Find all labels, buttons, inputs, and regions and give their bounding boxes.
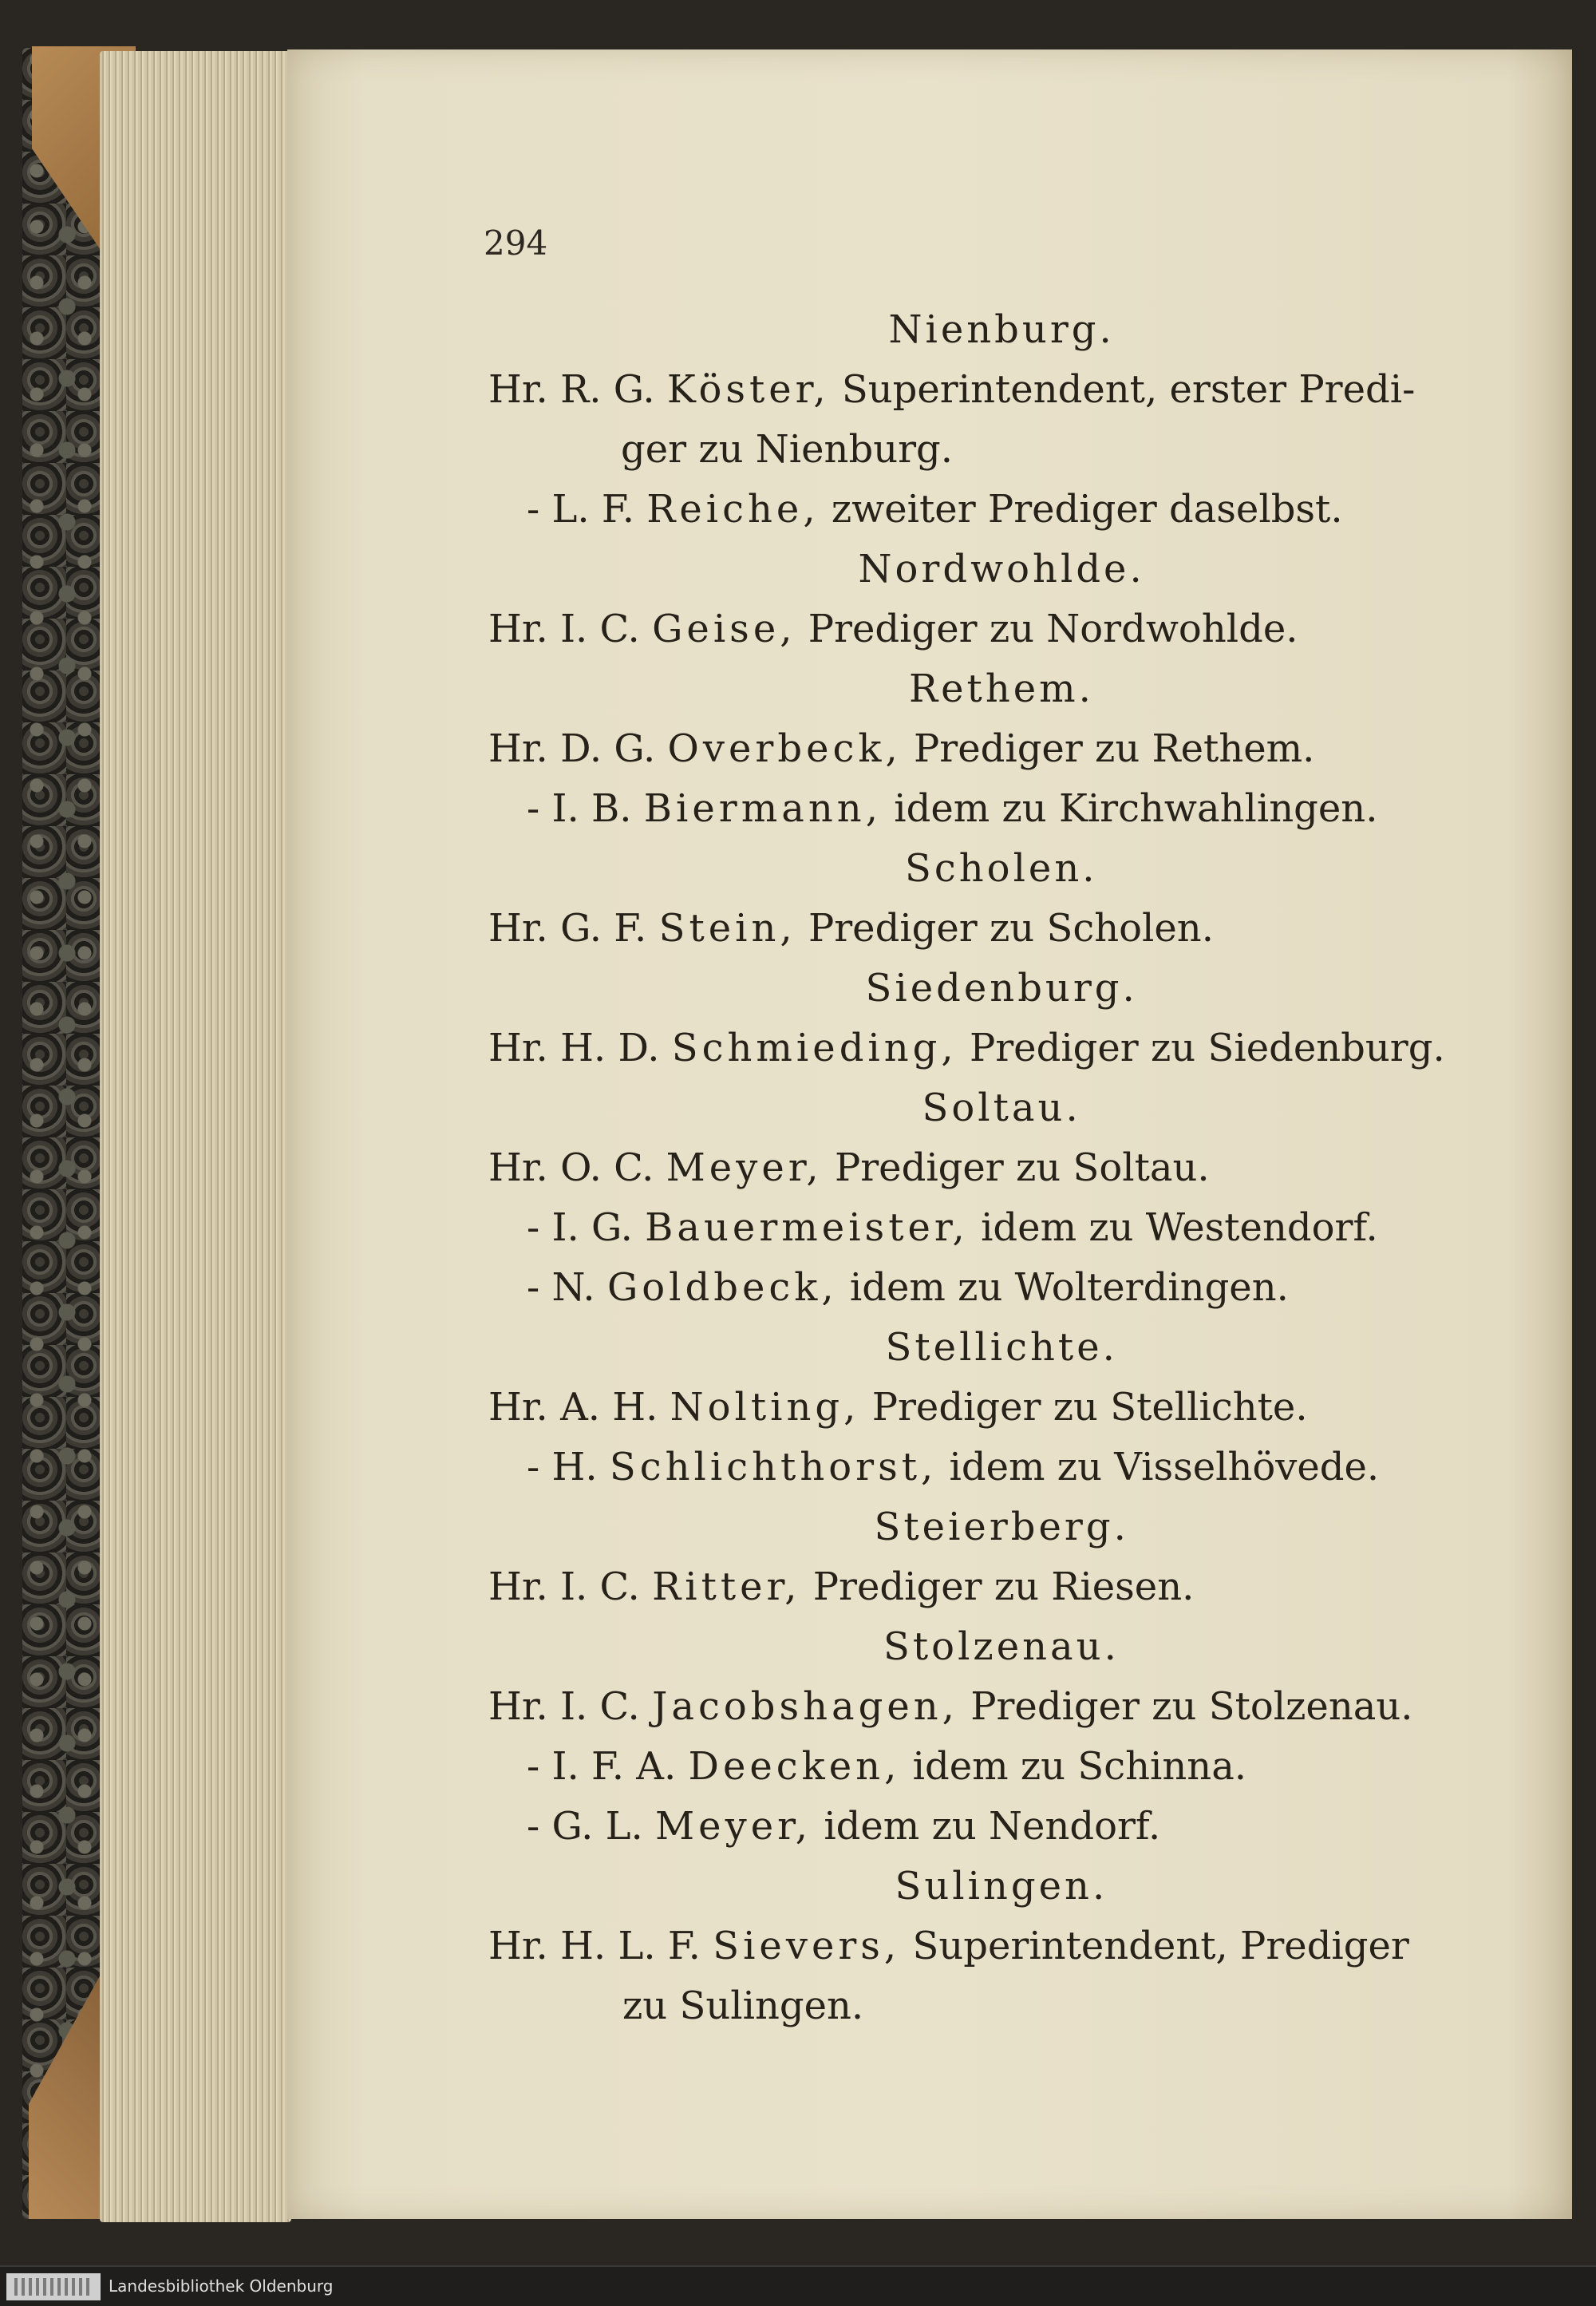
clergy-entry [488,1145,1210,1190]
clergy-entry [527,1744,1246,1789]
entry-office: Superintendent, erster Predi- [841,367,1416,412]
clergy-entry [488,906,1214,951]
entry-prefix: Hr. [488,1385,548,1430]
entry-initials: H. L. F. [560,1924,701,1968]
entry-prefix: Hr. [488,726,548,771]
entry-office: Prediger zu Soltau. [834,1145,1210,1190]
entry-office: Superintendent, Prediger [912,1924,1409,1968]
entry-initials: G. F. [560,906,647,951]
place-heading: Soltau. [922,1086,1081,1130]
clergy-entry [488,1026,1445,1070]
entry-surname: Reiche, [646,487,820,532]
clergy-entry [527,1445,1379,1489]
entry-prefix: Hr. [488,1145,548,1190]
place-heading: Siedenburg. [865,966,1138,1011]
entry-surname: Meyer, [655,1804,812,1849]
place-heading: Scholen. [905,846,1098,891]
clergy-entry [488,1924,1409,1968]
entry-initials: I. B. [551,786,632,831]
entry-surname: Nolting, [670,1385,860,1430]
entry-office: Prediger zu Siedenburg. [969,1026,1445,1070]
entry-prefix: - [527,786,540,831]
entry-surname: Overbeck, [667,726,902,771]
clergy-entry [527,1804,1160,1849]
library-logo [6,2273,101,2300]
entry-prefix: Hr. [488,607,548,651]
entry-prefix: - [527,1804,540,1849]
entry-prefix: Hr. [488,1026,548,1070]
entry-initials: G. L. [551,1804,643,1849]
entry-office: Prediger zu Nordwohlde. [808,607,1298,651]
library-name: Landesbibliothek Oldenburg [109,2276,334,2296]
clergy-entry [527,1205,1378,1250]
entry-prefix: Hr. [488,367,548,412]
entry-surname: Geise, [652,607,796,651]
entry-office: idem zu Wolterdingen. [849,1265,1289,1310]
entry-office: Prediger zu Rethem. [913,726,1315,771]
entry-surname: Bauermeister, [645,1205,969,1250]
clergy-entry [527,1265,1289,1310]
entry-initials: N. [551,1265,595,1310]
place-heading: Stolzenau. [883,1624,1120,1669]
clergy-entry [527,786,1377,831]
entry-office: Prediger zu Stellichte. [871,1385,1308,1430]
entry-initials: O. C. [560,1145,654,1190]
entry-office: Prediger zu Scholen. [808,906,1214,951]
entry-prefix: - [527,487,540,532]
entry-office: idem zu Visselhövede. [949,1445,1380,1489]
entry-surname: Deecken, [688,1744,901,1789]
clergy-entry [488,726,1314,771]
entry-prefix: - [527,1744,540,1789]
place-heading: Stellichte. [885,1325,1118,1370]
entry-continuation: ger zu Nienburg. [621,427,954,472]
clergy-entry [488,367,1415,412]
viewer-footer [0,2265,1596,2306]
entry-initials: L. F. [551,487,634,532]
entry-initials: H. [551,1445,598,1489]
entry-office: idem zu Nendorf. [824,1804,1161,1849]
entry-prefix: Hr. [488,906,548,951]
clergy-entry [488,1684,1413,1729]
entry-prefix: - [527,1205,540,1250]
entry-initials: A. H. [560,1385,658,1430]
entry-initials: I. C. [560,1564,640,1609]
entry-initials: I. C. [560,607,640,651]
entry-surname: Meyer, [666,1145,823,1190]
entry-initials: D. G. [560,726,656,771]
entry-initials: R. G. [560,367,655,412]
entry-initials: H. D. [560,1026,660,1070]
entry-prefix: - [527,1265,540,1310]
entry-surname: Jacobshagen, [652,1684,958,1729]
clergy-entry [488,607,1298,651]
entry-office: idem zu Kirchwahlingen. [894,786,1378,831]
page-edges [100,51,291,2222]
place-heading: Sulingen. [895,1864,1108,1908]
entry-office: Prediger zu Riesen. [812,1564,1195,1609]
page-number: 294 [484,223,548,263]
entry-prefix: - [527,1445,540,1489]
clergy-entry [488,1385,1308,1430]
entry-prefix: Hr. [488,1684,548,1729]
place-heading: Nienburg. [888,307,1115,352]
entry-surname: Schlichthorst, [609,1445,938,1489]
entry-prefix: Hr. [488,1564,548,1609]
entry-surname: Biermann, [643,786,882,831]
entry-surname: Sievers, [713,1924,901,1968]
entry-office: Prediger zu Stolzenau. [970,1684,1413,1729]
entry-office: zweiter Prediger daselbst. [831,487,1343,532]
entry-surname: Stein, [658,906,796,951]
entry-surname: Ritter, [652,1564,801,1609]
entry-surname: Schmieding, [671,1026,958,1070]
entry-surname: Goldbeck, [606,1265,838,1310]
entry-initials: I. G. [551,1205,633,1250]
place-heading: Steierberg. [874,1505,1129,1549]
clergy-entry [488,1564,1194,1609]
entry-initials: I. C. [560,1684,640,1729]
entry-prefix: Hr. [488,1924,548,1968]
clergy-entry [527,487,1343,532]
entry-initials: I. F. A. [551,1744,677,1789]
entry-surname: Köster, [666,367,830,412]
entry-continuation: zu Sulingen. [622,1984,864,2028]
place-heading: Rethem. [909,666,1094,711]
entry-office: idem zu Westendorf. [981,1205,1378,1250]
entry-office: idem zu Schinna. [912,1744,1247,1789]
place-heading: Nordwohlde. [858,547,1145,591]
